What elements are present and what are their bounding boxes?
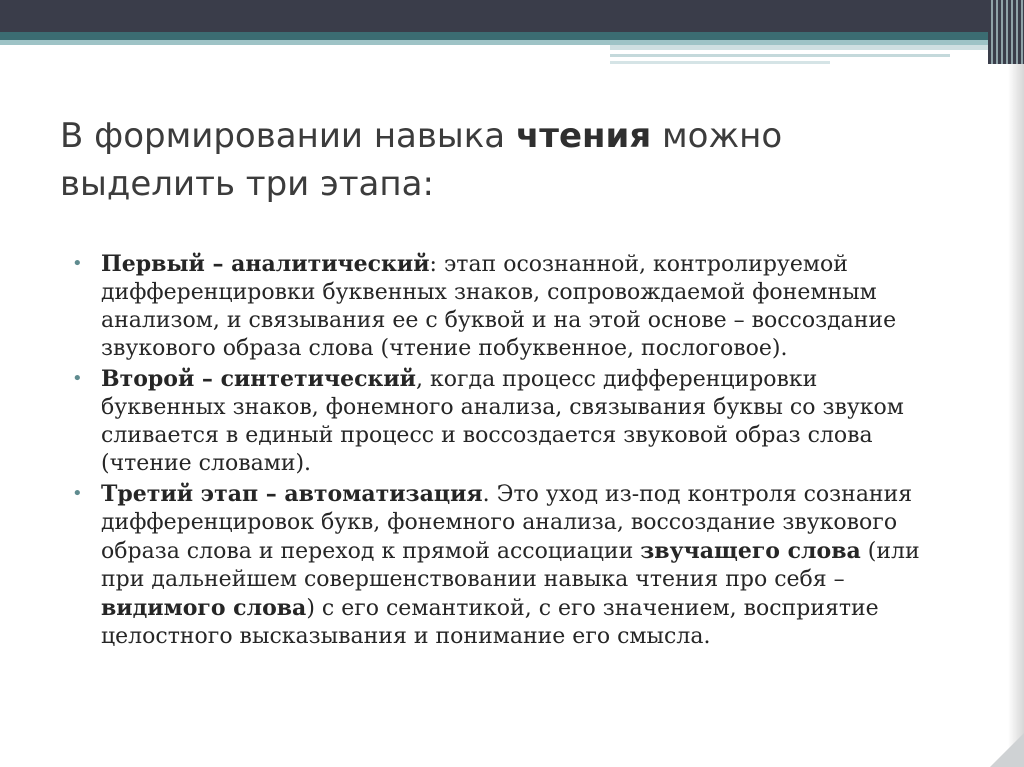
header-decor-strip (610, 45, 1024, 50)
emphasis-visible-word: видимого слова (101, 595, 307, 621)
emphasis-sounding-word: звучащего слова (640, 538, 861, 564)
header-decor-strip (610, 54, 950, 57)
slide-title (60, 112, 940, 208)
bullet-list (72, 250, 932, 653)
bullet-item-second (72, 365, 932, 478)
header-teal-band (0, 32, 1024, 40)
title-text: В формировании навыка (60, 116, 516, 156)
bullet-item-first (72, 250, 932, 363)
bullet-icon: • (72, 483, 83, 504)
stage-description: (или при дальнейшем совершенствовании навыка чтения про себя – (101, 539, 920, 592)
stage-description: : этап осознанной, контролируемой дифференцировки буквенных знаков, сопровождаемой фонемным анализом, и связывания ее с буквой и на этой основе – воссоздание звукового образа слова (чтение побуквенное, послоговое). (101, 252, 897, 361)
bullet-item-third (72, 480, 932, 651)
title-emphasis: чтения (515, 116, 652, 156)
page-curl-corner (990, 733, 1024, 767)
stage-name: Третий этап – автоматизация (101, 481, 483, 507)
header-decor-strip (610, 61, 830, 64)
header-dark-band (0, 0, 1024, 32)
header-vertical-bars (988, 0, 1024, 64)
stage-description: , когда процесс дифференцировки буквенных знаков, фонемного анализа, связывания буквы со звуком сливается в единый процесс и воссоздается звуковой образ слова (чтение словами). (101, 367, 904, 476)
bullet-icon: • (72, 253, 83, 274)
stage-description: . Это уход из-под контроля сознания дифференцировок букв, фонемного анализа, воссоздание звукового образа слова и переход к прямой ассоциации (101, 482, 913, 564)
stage-name: Первый – аналитический (101, 251, 430, 277)
stage-description: ) с его семантикой, с его значением, восприятие целостного высказывания и понимание его смысла. (101, 596, 879, 649)
title-text: можно выделить три этапа: (60, 116, 783, 204)
page-edge-shadow (1008, 64, 1024, 767)
stage-name: Второй – синтетический (101, 366, 417, 392)
bullet-icon: • (72, 368, 83, 389)
